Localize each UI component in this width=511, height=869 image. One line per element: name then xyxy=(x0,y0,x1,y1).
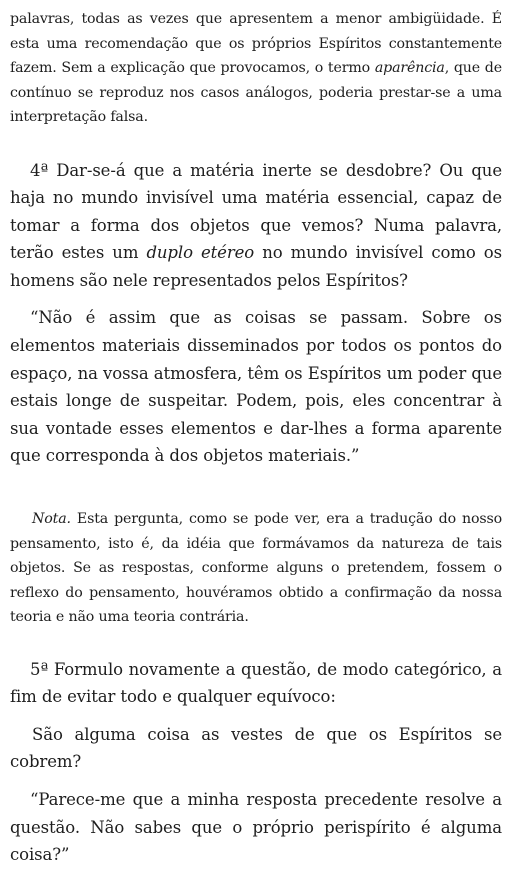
question-5-intro xyxy=(10,656,502,711)
question-4 xyxy=(10,157,502,295)
emphasis-duplo-etereo: duplo etéreo xyxy=(146,243,255,263)
paragraph-continuation xyxy=(10,7,502,130)
paragraph-text-end: , que de contínuo se reproduz nos casos análogos, poderia prestar-se a uma interpretação falsa. xyxy=(10,60,502,125)
question-5-text: São alguma coisa as vestes de que os Espíritos se cobrem? xyxy=(10,724,502,772)
note-text: Esta pergunta, como se pode ver, era a tradução do nosso pensamento, isto é, da idéia que formávamos da natureza de tais objetos. Se as respostas, conforme alguns o pretendem, fossem o reflexo do pensamento, houvéramos obtido a confirmação da nossa teoria e não uma teoria contrária. xyxy=(10,511,502,626)
question-4-text-end: no mundo invisível como os homens são nele representados pelos Espíritos? xyxy=(10,243,502,290)
answer-5-text: “Parece-me que a minha resposta precedente resolve a questão. Não sabes que o próprio perispírito é alguma coisa?” xyxy=(10,789,502,865)
question-4-text: 4ª Dar-se-á que a matéria inerte se desdobre? Ou que haja no mundo invisível uma matéria essencial, capaz de tomar a forma dos objetos que vemos? Numa palavra, terão estes um xyxy=(10,160,502,263)
answer-5 xyxy=(10,786,502,869)
answer-4 xyxy=(10,304,502,470)
paragraph-text: palavras, todas as vezes que apresentem a menor ambigüidade. É esta uma recomendação que os próprios Espíritos constantemente fazem. Sem a explicação que provocamos, o termo xyxy=(10,11,502,76)
question-5 xyxy=(10,721,502,776)
note-paragraph xyxy=(10,507,502,630)
question-5-intro-text: 5ª Formulo novamente a questão, de modo categórico, a fim de evitar todo e qualquer equívoco: xyxy=(10,659,502,707)
note-label: Nota. xyxy=(32,511,71,528)
emphasis-aparencia: aparência xyxy=(374,60,445,76)
answer-4-text: “Não é assim que as coisas se passam. Sobre os elementos materiais disseminados por todos os pontos do espaço, na vossa atmosfera, têm os Espíritos um poder que estais longe de suspeitar. Podem, pois, eles concentrar à sua vontade esses elementos e dar-lhes a forma aparente que corresponda à dos objetos materiais.” xyxy=(10,308,502,466)
document-page xyxy=(10,0,502,869)
